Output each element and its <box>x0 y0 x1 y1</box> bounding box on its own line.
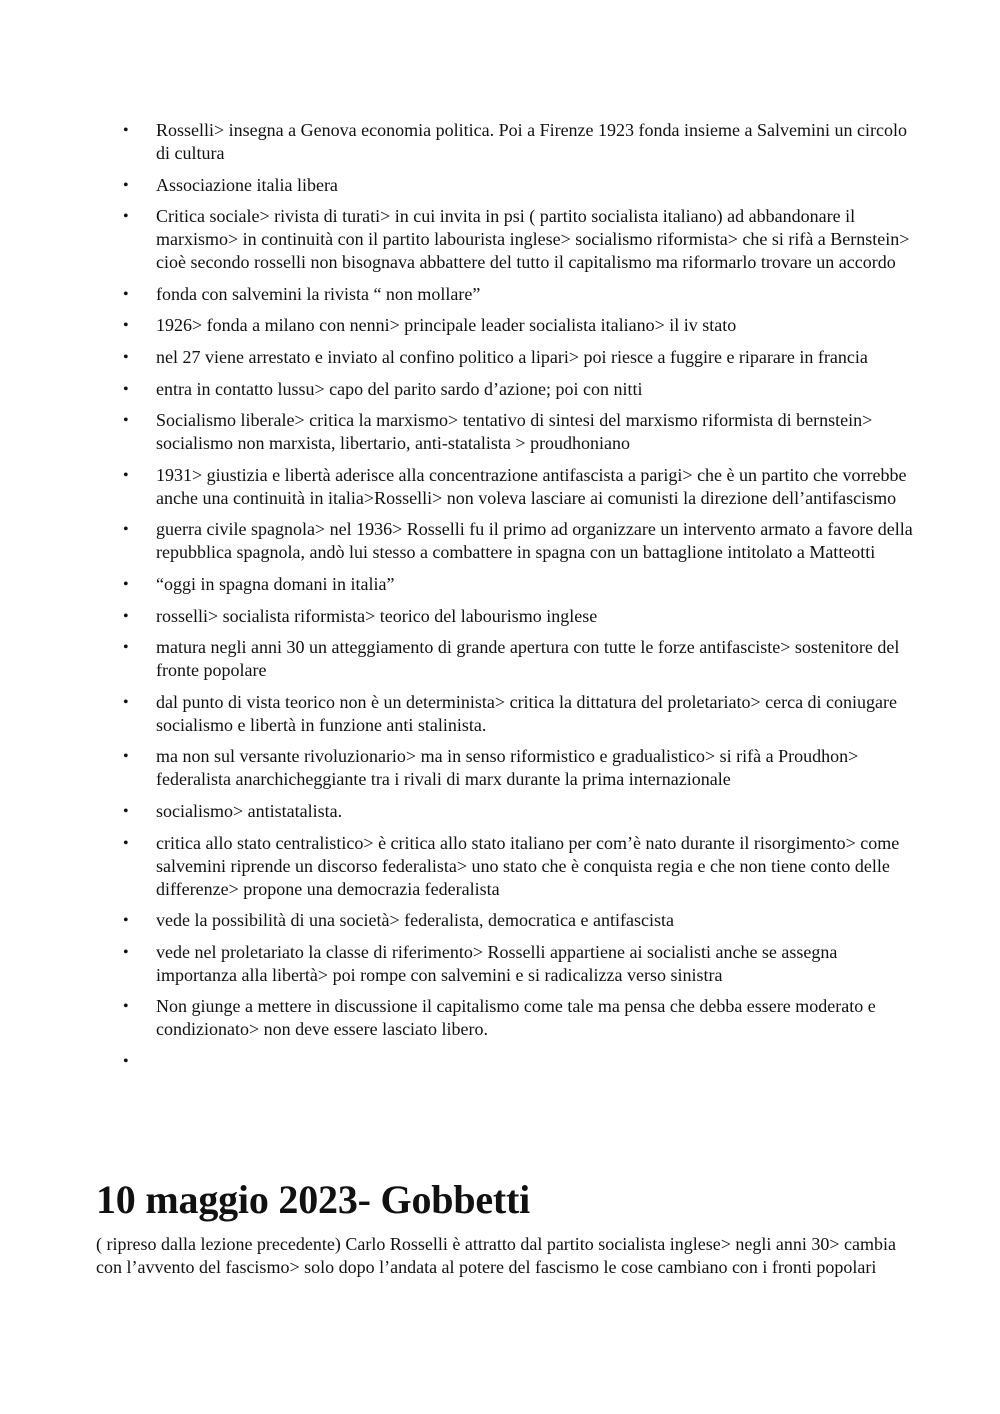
list-item: • nel 27 viene arrestato e inviato al confino politico a lipari> poi riesce a fuggire e riparare in francia <box>96 346 916 369</box>
list-item: • Critica sociale> rivista di turati> in cui invita in psi ( partito socialista italiano) ad abbandonare il marxismo> in continuità con il partito labourista inglese> socialismo riformista> che si rifà a Bernstein> cioè secondo rosselli non bisognava abbattere del tutto il capitalismo ma riformarlo trovare un accordo <box>96 205 916 274</box>
list-item: • vede la possibilità di una società> federalista, democratica e antifascista <box>96 909 916 932</box>
list-item: • guerra civile spagnola> nel 1936> Rosselli fu il primo ad organizzare un intervento armato a favore della repubblica spagnola, andò lui stesso a combattere in spagna con un battaglione intitolato a Matteotti <box>96 518 916 564</box>
list-item: • Associazione italia libera <box>96 174 916 197</box>
section-heading: 10 maggio 2023- Gobbetti <box>96 1177 531 1222</box>
list-item: • entra in contatto lussu> capo del parito sardo d’azione; poi con nitti <box>96 378 916 401</box>
list-item: • ma non sul versante rivoluzionario> ma in senso riformistico e gradualistico> si rifà a Proudhon> federalista anarchicheggiante tra i rivali di marx durante la prima internazionale <box>96 745 916 791</box>
list-item: • 1926> fonda a milano con nenni> principale leader socialista italiano> il iv stato <box>96 314 916 337</box>
list-item: • dal punto di vista teorico non è un determinista> critica la dittatura del proletariato> cerca di coniugare socialismo e libertà in funzione anti stalinista. <box>96 691 916 737</box>
list-item: • Non giunge a mettere in discussione il capitalismo come tale ma pensa che debba essere moderato e condizionato> non deve essere lasciato libero. <box>96 995 916 1041</box>
list-item: • Socialismo liberale> critica la marxismo> tentativo di sintesi del marxismo riformista di bernstein> socialismo non marxista, libertario, anti-statalista > proudhoniano <box>96 409 916 455</box>
body-paragraph: ( ripreso dalla lezione precedente) Carlo Rosselli è attratto dal partito socialista inglese> negli anni 30> cambia con l’avvento del fascismo> solo dopo l’andata al potere del fascismo le cose cambiano con i fronti popolari <box>96 1234 897 1277</box>
list-item: • socialismo> antistatalista. <box>96 800 916 823</box>
list-item: • rosselli> socialista riformista> teorico del labourismo inglese <box>96 605 916 628</box>
list-item: • vede nel proletariato la classe di riferimento> Rosselli appartiene ai socialisti anche se assegna importanza alla libertà> poi rompe con salvemini e si radicalizza verso sinistra <box>96 941 916 987</box>
list-item: • 1931> giustizia e libertà aderisce alla concentrazione antifascista a parigi> che è un partito che vorrebbe anche una continuità in italia>Rosselli> non voleva lasciare ai comunisti la direzione dell’antifascismo <box>96 464 916 510</box>
list-item: • fonda con salvemini la rivista “ non mollare” <box>96 283 916 306</box>
list-item-empty <box>96 1050 916 1073</box>
bullet-list <box>96 119 916 1073</box>
list-item: • “oggi in spagna domani in italia” <box>96 573 916 596</box>
list-item: • matura negli anni 30 un atteggiamento di grande apertura con tutte le forze antifasciste> sostenitore del fronte popolare <box>96 636 916 682</box>
list-item: • Rosselli> insegna a Genova economia politica. Poi a Firenze 1923 fonda insieme a Salvemini un circolo di cultura <box>96 119 916 165</box>
list-item: • critica allo stato centralistico> è critica allo stato italiano per com’è nato durante il risorgimento> come salvemini riprende un discorso federalista> uno stato che è conquista regia e che non tiene conto delle differenze> propone una democrazia federalista <box>96 832 916 901</box>
